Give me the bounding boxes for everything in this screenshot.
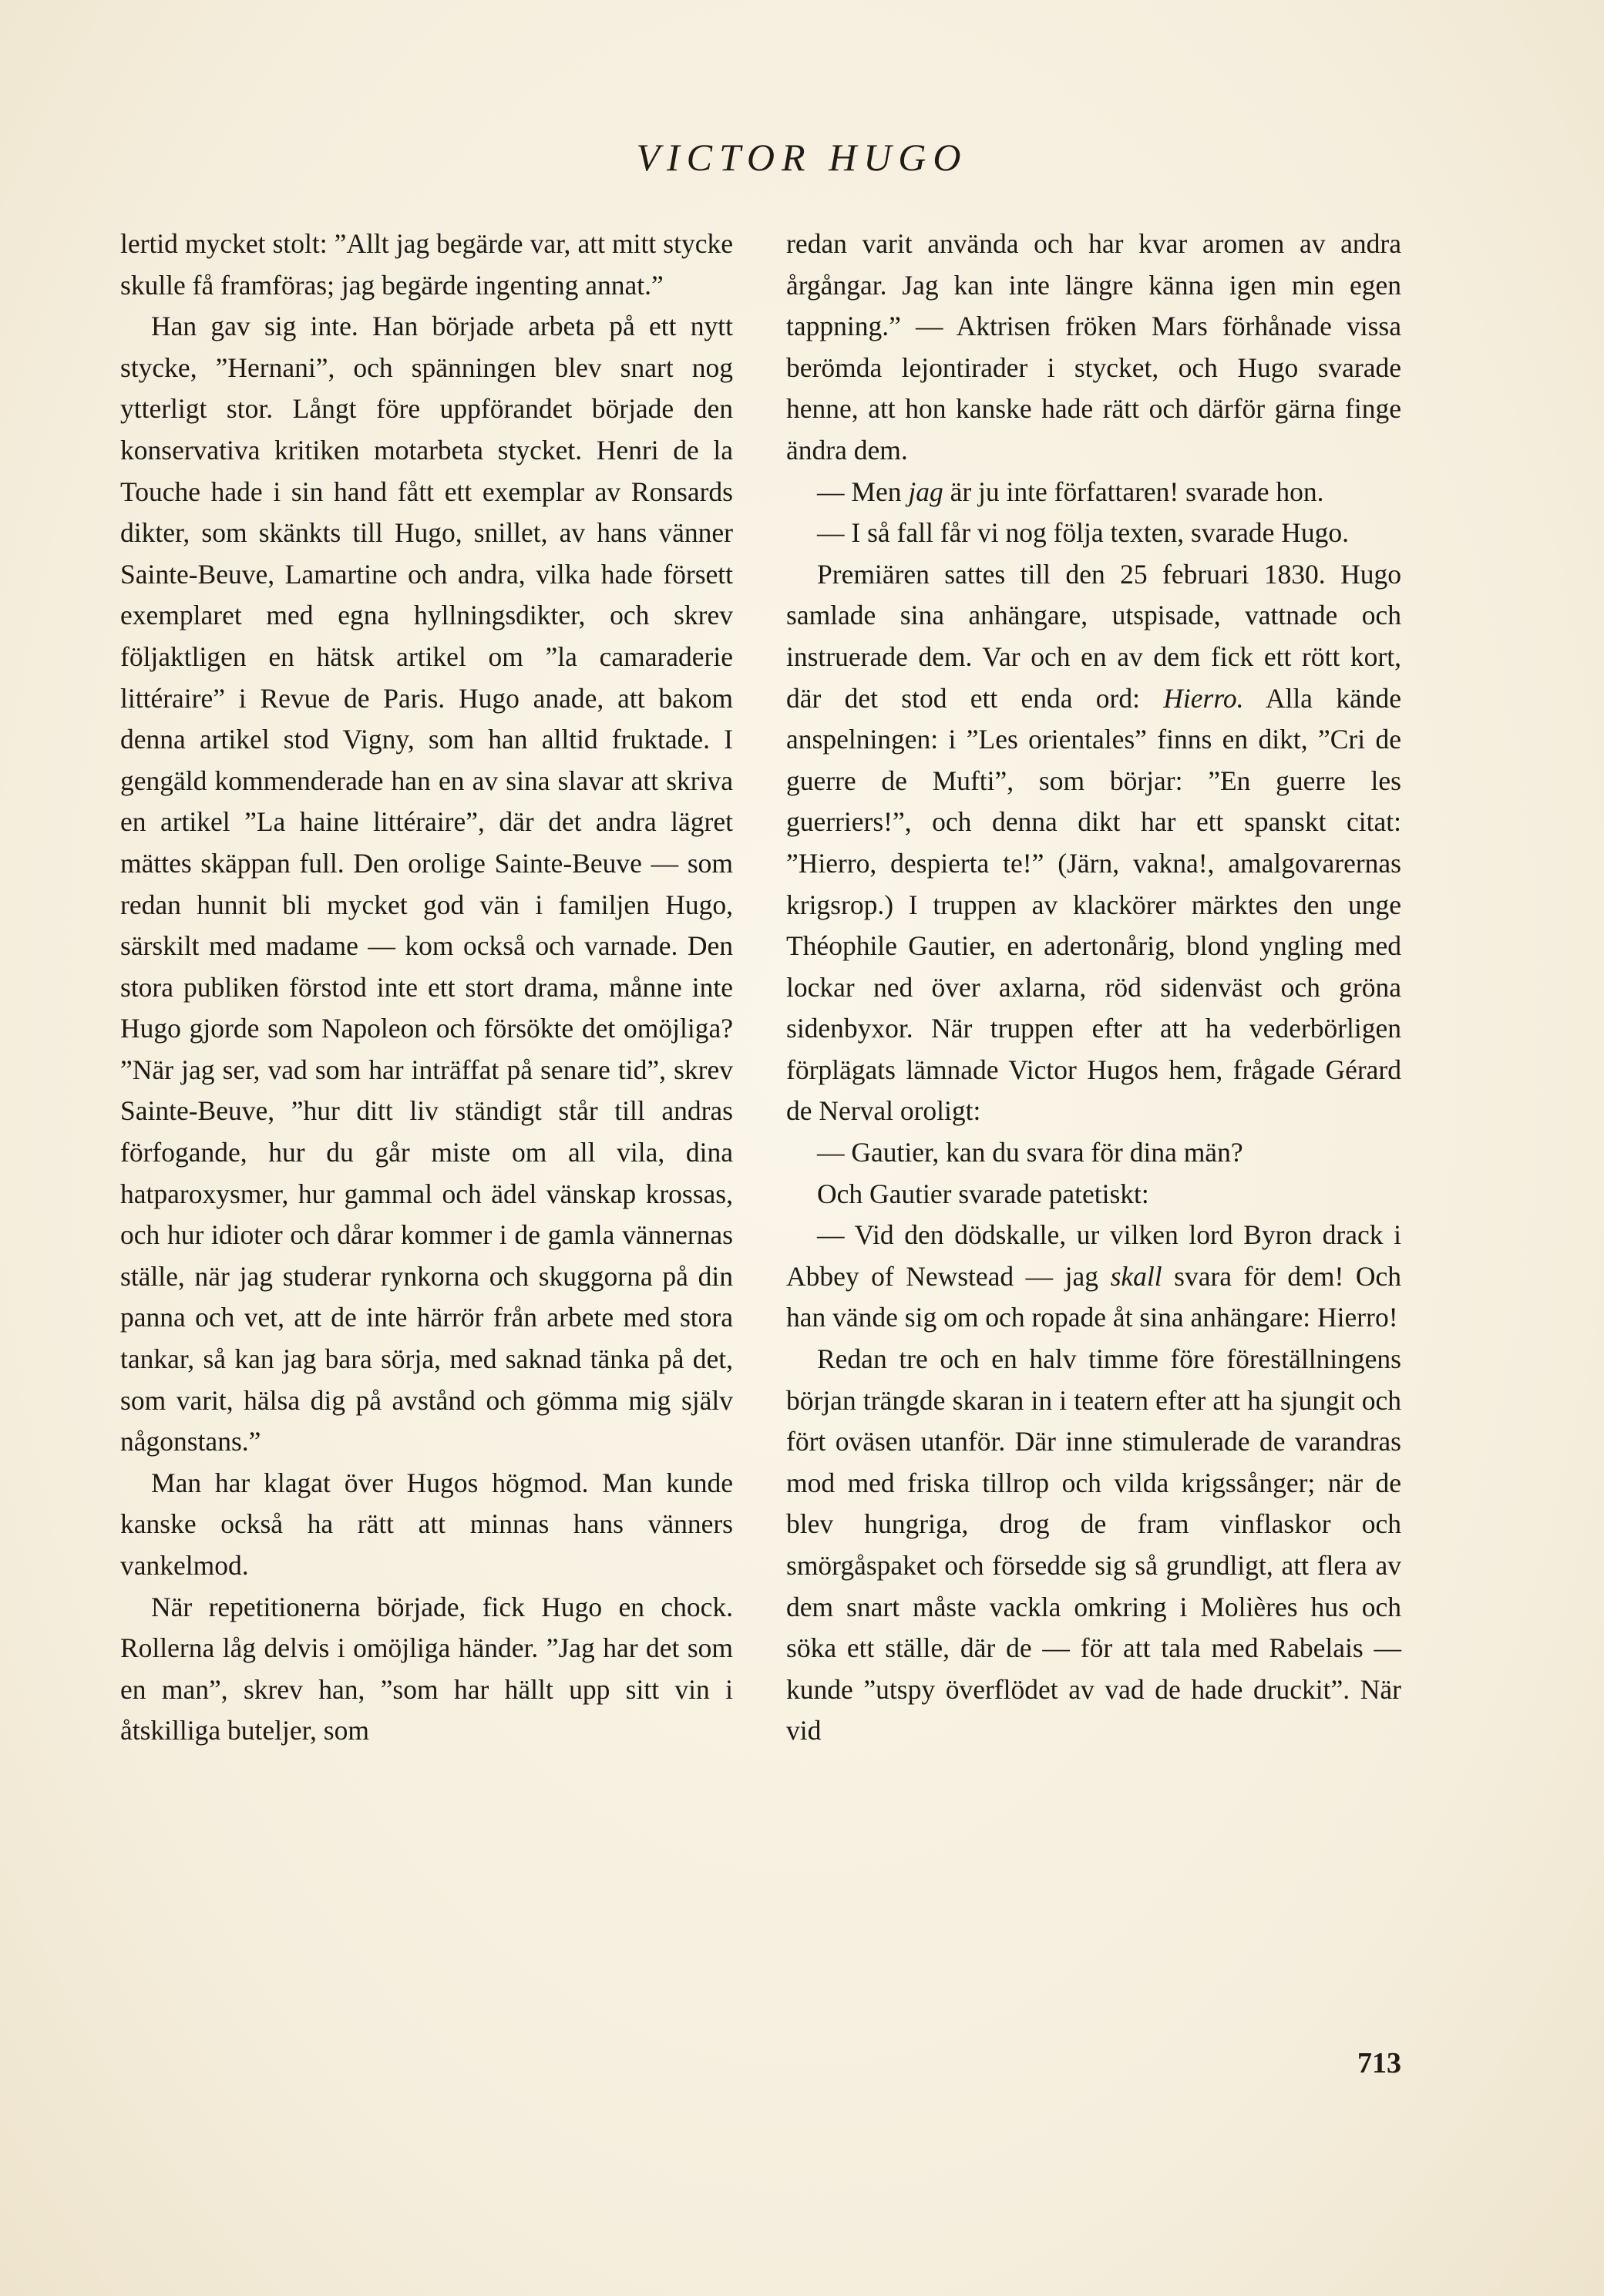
text-run: Alla kände anspelningen: i ”Les orientales” finns en dikt, ”Cri de guerre de Mufti”, som börjar: ”En guerre les guerriers!”, och denna dikt har ett spanskt citat: ”Hierro, despierta te!” (Järn, vakna!, amalgovarernas krigsrop.) I truppen av klackörer märktes den unge Théophile Gautier, en adertonårig, blond yngling med lockar ned över axlarna, röd sidenväst och gröna sidenbyxor. När truppen efter att ha vederbörligen förplägats lämnade Victor Hugos hem, frågade Gérard de Nerval oroligt:	[786, 682, 1401, 1127]
paragraph: Han gav sig inte. Han började arbeta på ett nytt stycke, ”Hernani”, och spänningen blev snart nog ytterligt stor. Långt före uppförandet började den konservativa kritiken motarbeta stycket. Henri de la Touche hade i sin hand fått ett exemplar av Ronsards dikter, som skänkts till Hugo, snillet, av hans vänner Sainte-Beuve, Lamartine och andra, vilka hade försett exemplaret med egna hyllningsdikter, och skrev följaktligen en hätsk artikel om ”la camaraderie littéraire” i Revue de Paris. Hugo anade, att bakom denna artikel stod Vigny, som han alltid fruktade. I gengäld kommenderade han en av sina slavar att skriva en artikel ”La haine littéraire”, där det andra lägret mättes skäppan full. Den orolige Sainte-Beuve — som redan hunnit bli mycket god vän i familjen Hugo, särskilt med madame — kom också och varnade. Den stora publiken förstod inte ett stort drama, månne inte Hugo gjorde som Napoleon och försökte det omöjliga? ”När jag ser, vad som har inträffat på senare tid”, skrev Sainte-Beuve, ”hur ditt liv ständigt står till andras förfogande, hur du går miste om all vila, dina hatparoxysmer, hur gammal och ädel vänskap krossas, och hur idioter och dårar kommer i de gamla vännernas ställe, när jag studerar rynkorna och skuggorna på din panna och vet, att de inte härrör från arbete med stora tankar, så kan jag bara sörja, med saknad tänka på det, som varit, hälsa dig på avstånd och gömma mig själv någonstans.”	[120, 311, 733, 1457]
text-run: — Vid den dödskalle, ur vilken lord Byron drack i Abbey of Newstead — jag	[786, 1219, 1401, 1292]
right-column	[786, 224, 1401, 1752]
paragraph: Man har klagat över Hugos högmod. Man kunde kanske också ha rätt att minnas hans vänners vankelmod.	[120, 1467, 733, 1581]
emphasis: skall	[1110, 1260, 1162, 1292]
dialogue-paragraph: — I så fall får vi nog följa texten, svarade Hugo.	[817, 517, 1350, 549]
text-run: — Men	[817, 476, 909, 507]
dialogue-paragraph: — Gautier, kan du svara för dina män?	[817, 1137, 1243, 1168]
running-title: VICTOR HUGO	[636, 136, 968, 179]
paragraph: Redan tre och en halv timme före föreställningens början trängde skaran in i teatern efter att ha sjungit och fört oväsen utanför. Där inne stimulerade de varandras mod med friska tillrop och vilda krigssånger; när de blev hungriga, drog de fram vinflaskor och smörgåspaket och försedde sig så grundligt, att flera av dem snart måste vackla omkring i Molières hus och söka ett ställe, där de — för att tala med Rabelais — kunde ”utspy överflödet av vad de hade druckit”. När vid	[786, 1343, 1401, 1746]
text-run: svara för dem! Och han vände sig om och ropade åt sina anhängare: Hierro!	[786, 1260, 1401, 1333]
left-column	[120, 224, 733, 1752]
emphasis: Hierro.	[1163, 682, 1244, 714]
page-number: 713	[1357, 2047, 1401, 2079]
paragraph: redan varit använda och har kvar aromen av andra årgångar. Jag kan inte längre känna igen min egen tappning.” — Aktrisen fröken Mars förhånade vissa berömda lejontirader i stycket, och Hugo svarade henne, att hon kanske hade rätt och därför gärna finge ändra dem.	[786, 228, 1401, 466]
paragraph: När repetitionerna började, fick Hugo en chock. Rollerna låg delvis i omöjliga händer. ”Jag har det som en man”, skrev han, ”som har hällt upp sitt vin i åtskilliga buteljer, som	[120, 1591, 733, 1746]
dialogue-paragraph	[786, 1215, 1401, 1339]
paragraph: lertid mycket stolt: ”Allt jag begärde var, att mitt stycke skulle få framföras; jag begärde ingenting annat.”	[120, 228, 733, 301]
dialogue-paragraph	[786, 472, 1401, 513]
emphasis: jag	[908, 476, 943, 507]
text-run: är ju inte författaren! svarade hon.	[943, 476, 1324, 507]
text-run: Premiären sattes till den 25 februari 1830. Hugo samlade sina anhängare, utspisade, vattnade och instruerade dem. Var och en av dem fick ett rött kort, där det stod ett enda ord:	[786, 558, 1401, 714]
paragraph: Och Gautier svarade patetiskt:	[817, 1178, 1149, 1209]
paragraph	[786, 554, 1401, 1132]
